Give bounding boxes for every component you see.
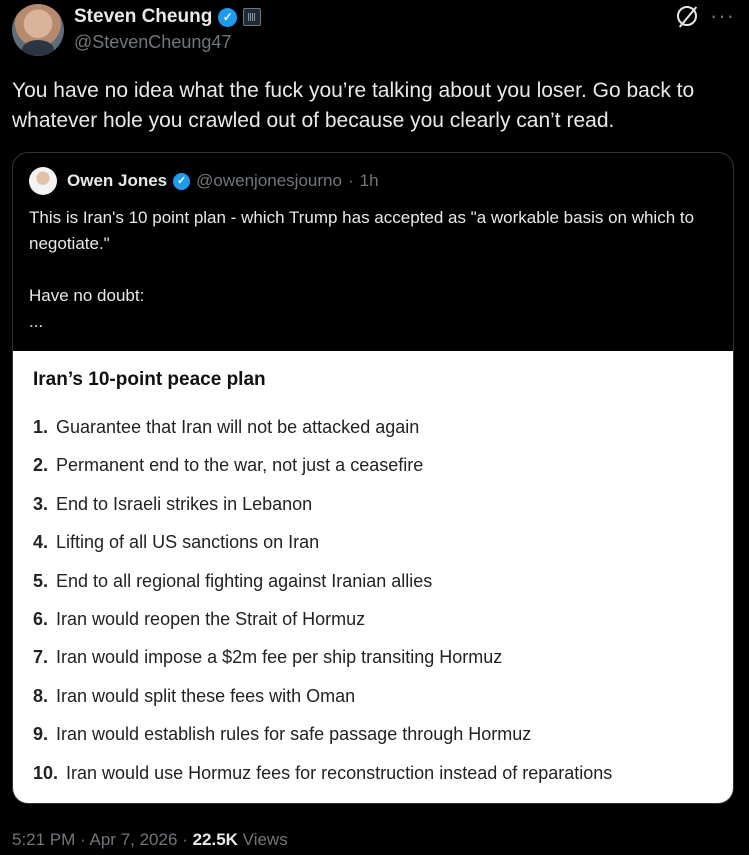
peace-plan-title: Iran’s 10-point peace plan — [33, 369, 266, 390]
more-icon[interactable]: ··· — [710, 3, 735, 28]
quoted-separator: · — [347, 171, 354, 190]
plan-item-number: 7. — [33, 647, 49, 668]
meta-separator: · — [80, 830, 86, 849]
plan-item — [33, 417, 612, 455]
plan-item-text: End to Israeli strikes in Lebanon — [56, 493, 313, 514]
plan-item-number: 9. — [33, 724, 49, 745]
quoted-verified-badge-icon: ✓ — [173, 173, 190, 190]
quoted-timestamp[interactable]: 1h — [359, 171, 379, 190]
quoted-post-text: This is Iran's 10 point plan - which Trump has accepted as "a workable basis on which to negotiate." Have no doubt: ... — [29, 208, 695, 331]
verified-badge-icon[interactable]: ✓ — [218, 8, 237, 27]
plan-item — [33, 763, 612, 801]
plan-item-text: Iran would reopen the Strait of Hormuz — [56, 608, 366, 629]
plan-item — [33, 724, 612, 762]
plan-item — [33, 455, 612, 493]
plan-item-text: Guarantee that Iran will not be attacked again — [56, 417, 420, 437]
plan-item-text: Iran would use Hormuz fees for reconstruction instead of reparations — [66, 762, 613, 783]
affiliate-badge-icon[interactable] — [243, 8, 261, 26]
views-label: Views — [242, 830, 288, 849]
plan-item-number: 8. — [33, 685, 49, 706]
plan-item — [33, 647, 612, 685]
author-avatar[interactable] — [12, 4, 64, 56]
plan-item-number: 1. — [33, 417, 49, 437]
author-display-name[interactable]: Steven Cheung — [74, 6, 213, 27]
author-handle[interactable]: @StevenCheung47 — [74, 32, 232, 52]
plan-item-number: 3. — [33, 493, 49, 514]
quoted-author-avatar[interactable] — [29, 167, 57, 195]
plan-item — [33, 686, 612, 724]
post-meta — [12, 830, 288, 850]
quoted-author-name[interactable]: Owen Jones — [67, 171, 168, 190]
plan-item — [33, 532, 612, 570]
plan-item — [33, 571, 612, 609]
quoted-author-handle[interactable]: @owenjonesjourno — [196, 171, 342, 190]
plan-item-number: 10. — [33, 762, 59, 783]
plan-item-text: Iran would split these fees with Oman — [56, 685, 356, 706]
plan-item-text: Iran would establish rules for safe passage through Hormuz — [56, 724, 532, 745]
plan-item — [33, 494, 612, 532]
author-name-row — [74, 6, 261, 28]
plan-item-text: End to all regional fighting against Iranian allies — [56, 570, 433, 591]
plan-item-number: 2. — [33, 455, 49, 476]
quoted-post-header — [29, 167, 379, 195]
post-text: You have no idea what the fuck you’re talking about you loser. Go back to whatever hole you crawled out of because you clearly can’t read. — [12, 79, 695, 132]
meta-separator: · — [182, 830, 188, 849]
grok-icon[interactable] — [677, 6, 697, 26]
peace-plan-list — [33, 417, 612, 801]
quoted-post[interactable] — [12, 152, 734, 804]
plan-item-number: 4. — [33, 532, 49, 553]
plan-item-text: Lifting of all US sanctions on Iran — [56, 532, 320, 553]
plan-item-number: 6. — [33, 608, 49, 629]
plan-item-number: 5. — [33, 570, 49, 591]
post-date[interactable]: Apr 7, 2026 — [89, 830, 178, 849]
plan-item — [33, 609, 612, 647]
views-count: 22.5K — [192, 830, 238, 849]
post-time[interactable]: 5:21 PM — [12, 830, 76, 849]
peace-plan-image[interactable] — [13, 351, 733, 804]
plan-item-text: Iran would impose a $2m fee per ship transiting Hormuz — [56, 647, 503, 668]
plan-item-text: Permanent end to the war, not just a ceasefire — [56, 455, 424, 476]
